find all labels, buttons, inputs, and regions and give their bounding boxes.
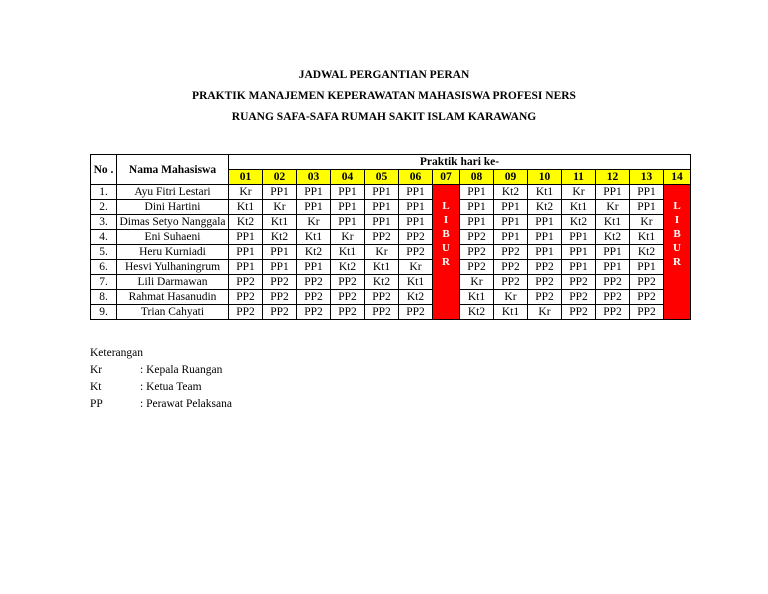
role-cell: Kr — [596, 200, 630, 215]
role-cell: PP1 — [297, 260, 331, 275]
role-cell: PP1 — [263, 260, 297, 275]
student-name: Rahmat Hasanudin — [117, 290, 229, 305]
role-cell: Kt2 — [528, 200, 562, 215]
col-no-header: No . — [91, 155, 117, 185]
role-cell: PP1 — [229, 260, 263, 275]
legend-key: Kt — [90, 381, 102, 393]
role-cell: Kr — [229, 185, 263, 200]
role-cell: PP1 — [494, 230, 528, 245]
role-cell: PP2 — [263, 275, 297, 290]
role-cell: PP1 — [229, 230, 263, 245]
legend-item — [90, 362, 232, 379]
legend — [90, 345, 232, 413]
role-cell: Kt1 — [630, 230, 664, 245]
role-cell: PP2 — [460, 245, 494, 260]
role-cell: PP1 — [630, 260, 664, 275]
role-cell: PP2 — [494, 275, 528, 290]
role-cell: PP2 — [630, 275, 664, 290]
role-cell: Kt1 — [596, 215, 630, 230]
role-cell: PP2 — [562, 305, 596, 320]
role-cell: Kt2 — [494, 185, 528, 200]
role-cell: Kt1 — [399, 275, 433, 290]
role-cell: PP2 — [297, 275, 331, 290]
student-name: Eni Suhaeni — [117, 230, 229, 245]
role-cell: PP1 — [494, 215, 528, 230]
role-cell: Kr — [399, 260, 433, 275]
row-number: 1. — [91, 185, 117, 200]
role-cell: Kt1 — [528, 185, 562, 200]
role-cell: PP1 — [229, 245, 263, 260]
row-number: 5. — [91, 245, 117, 260]
row-number: 6. — [91, 260, 117, 275]
day-header-05: 05 — [365, 170, 399, 185]
role-cell: PP1 — [460, 185, 494, 200]
day-header-07: 07 — [433, 170, 460, 185]
student-name: Lili Darmawan — [117, 275, 229, 290]
role-cell: Kt1 — [494, 305, 528, 320]
row-number: 7. — [91, 275, 117, 290]
legend-item — [90, 379, 232, 396]
role-cell: Kr — [365, 245, 399, 260]
role-cell: Kt2 — [460, 305, 494, 320]
role-cell: PP2 — [331, 305, 365, 320]
row-number: 4. — [91, 230, 117, 245]
role-cell: PP1 — [297, 185, 331, 200]
role-cell: PP2 — [331, 290, 365, 305]
role-cell: PP2 — [263, 290, 297, 305]
role-cell: PP1 — [630, 185, 664, 200]
role-cell: Kt2 — [630, 245, 664, 260]
role-cell: PP2 — [399, 230, 433, 245]
role-cell: PP2 — [494, 260, 528, 275]
student-name: Dini Hartini — [117, 200, 229, 215]
role-cell: PP2 — [494, 245, 528, 260]
role-cell: PP1 — [460, 215, 494, 230]
role-cell: Kt2 — [229, 215, 263, 230]
student-name: Trian Cahyati — [117, 305, 229, 320]
role-cell: Kr — [630, 215, 664, 230]
day-header-02: 02 — [263, 170, 297, 185]
role-cell: Kt1 — [297, 230, 331, 245]
day-header-11: 11 — [562, 170, 596, 185]
day-header-10: 10 — [528, 170, 562, 185]
role-cell: PP2 — [297, 290, 331, 305]
table-row — [91, 290, 691, 305]
student-name: Ayu Fitri Lestari — [117, 185, 229, 200]
table-row — [91, 275, 691, 290]
day-header-14: 14 — [664, 170, 691, 185]
role-cell: PP1 — [596, 185, 630, 200]
legend-desc: : Kepala Ruangan — [140, 364, 223, 376]
role-cell: PP1 — [528, 230, 562, 245]
role-cell: Kt2 — [331, 260, 365, 275]
role-cell: PP1 — [562, 245, 596, 260]
role-cell: PP1 — [365, 200, 399, 215]
legend-heading: Keterangan — [90, 347, 143, 359]
day-header-04: 04 — [331, 170, 365, 185]
day-header-01: 01 — [229, 170, 263, 185]
role-cell: PP2 — [562, 275, 596, 290]
role-cell: Kt2 — [297, 245, 331, 260]
day-header-09: 09 — [494, 170, 528, 185]
schedule-body — [91, 185, 691, 320]
holiday-day-07: L I B U R — [433, 185, 460, 320]
role-cell: PP2 — [365, 230, 399, 245]
role-cell: Kr — [297, 215, 331, 230]
role-cell: PP2 — [630, 305, 664, 320]
role-cell: PP2 — [596, 275, 630, 290]
role-cell: PP2 — [297, 305, 331, 320]
legend-desc: : Perawat Pelaksana — [140, 398, 232, 410]
role-cell: Kt1 — [460, 290, 494, 305]
role-cell: PP2 — [399, 245, 433, 260]
legend-item — [90, 396, 232, 413]
student-name: Dimas Setyo Nanggala — [117, 215, 229, 230]
role-cell: PP1 — [263, 245, 297, 260]
role-cell: PP2 — [229, 275, 263, 290]
role-cell: PP1 — [365, 185, 399, 200]
role-cell: PP1 — [562, 230, 596, 245]
table-row — [91, 215, 691, 230]
role-cell: PP1 — [365, 215, 399, 230]
role-cell: PP2 — [528, 275, 562, 290]
student-name: Heru Kurniadi — [117, 245, 229, 260]
row-number: 3. — [91, 215, 117, 230]
role-cell: Kt1 — [229, 200, 263, 215]
role-cell: PP1 — [263, 185, 297, 200]
legend-key: Kr — [90, 364, 103, 376]
role-cell: PP2 — [528, 290, 562, 305]
table-row — [91, 200, 691, 215]
row-number: 8. — [91, 290, 117, 305]
role-cell: PP1 — [460, 200, 494, 215]
table-row — [91, 185, 691, 200]
role-cell: PP2 — [331, 275, 365, 290]
role-cell: Kr — [494, 290, 528, 305]
role-cell: PP2 — [229, 305, 263, 320]
doc-title-line3: RUANG SAFA-SAFA RUMAH SAKIT ISLAM KARAWANG — [231, 111, 537, 123]
role-cell: Kr — [263, 200, 297, 215]
role-cell: Kt1 — [562, 200, 596, 215]
doc-title-line1: JADWAL PERGANTIAN PERAN — [298, 69, 470, 81]
role-cell: PP1 — [297, 200, 331, 215]
role-cell: PP1 — [494, 200, 528, 215]
role-cell: PP2 — [562, 290, 596, 305]
table-row — [91, 260, 691, 275]
role-cell: PP2 — [528, 260, 562, 275]
role-cell: PP1 — [331, 200, 365, 215]
role-cell: PP2 — [365, 290, 399, 305]
role-cell: PP2 — [596, 290, 630, 305]
day-header-12: 12 — [596, 170, 630, 185]
role-cell: PP1 — [630, 200, 664, 215]
table-row — [91, 230, 691, 245]
table-row — [91, 245, 691, 260]
role-cell: Kt2 — [562, 215, 596, 230]
role-cell: PP2 — [365, 305, 399, 320]
role-cell: Kt2 — [263, 230, 297, 245]
role-cell: PP2 — [460, 230, 494, 245]
row-number: 9. — [91, 305, 117, 320]
student-name: Hesvi Yulhaningrum — [117, 260, 229, 275]
role-cell: PP2 — [630, 290, 664, 305]
role-cell: PP1 — [528, 245, 562, 260]
day-header-03: 03 — [297, 170, 331, 185]
role-cell: PP2 — [263, 305, 297, 320]
day-header-06: 06 — [399, 170, 433, 185]
role-cell: PP2 — [460, 260, 494, 275]
role-cell: Kt1 — [331, 245, 365, 260]
role-cell: Kr — [562, 185, 596, 200]
role-cell: Kt2 — [596, 230, 630, 245]
schedule-table — [90, 154, 691, 320]
role-cell: PP2 — [229, 290, 263, 305]
role-cell: Kt1 — [263, 215, 297, 230]
legend-desc: : Ketua Team — [140, 381, 202, 393]
col-days-header: Praktik hari ke- — [229, 155, 691, 170]
role-cell: PP2 — [399, 305, 433, 320]
role-cell: PP1 — [331, 185, 365, 200]
role-cell: PP2 — [596, 305, 630, 320]
role-cell: PP1 — [399, 215, 433, 230]
day-header-08: 08 — [460, 170, 494, 185]
role-cell: Kr — [460, 275, 494, 290]
doc-title-line2: PRAKTIK MANAJEMEN KEPERAWATAN MAHASISWA PROFESI NERS — [192, 90, 576, 102]
role-cell: PP1 — [562, 260, 596, 275]
role-cell: PP1 — [596, 245, 630, 260]
role-cell: Kt1 — [365, 260, 399, 275]
holiday-day-14: L I B U R — [664, 185, 691, 320]
role-cell: PP1 — [331, 215, 365, 230]
col-name-header: Nama Mahasiswa — [117, 155, 229, 185]
role-cell: PP1 — [399, 185, 433, 200]
role-cell: PP1 — [596, 260, 630, 275]
role-cell: PP1 — [399, 200, 433, 215]
row-number: 2. — [91, 200, 117, 215]
day-header-13: 13 — [630, 170, 664, 185]
table-row — [91, 305, 691, 320]
role-cell: PP1 — [528, 215, 562, 230]
role-cell: Kt2 — [365, 275, 399, 290]
role-cell: Kr — [331, 230, 365, 245]
role-cell: Kt2 — [399, 290, 433, 305]
role-cell: Kr — [528, 305, 562, 320]
legend-key: PP — [90, 398, 103, 410]
